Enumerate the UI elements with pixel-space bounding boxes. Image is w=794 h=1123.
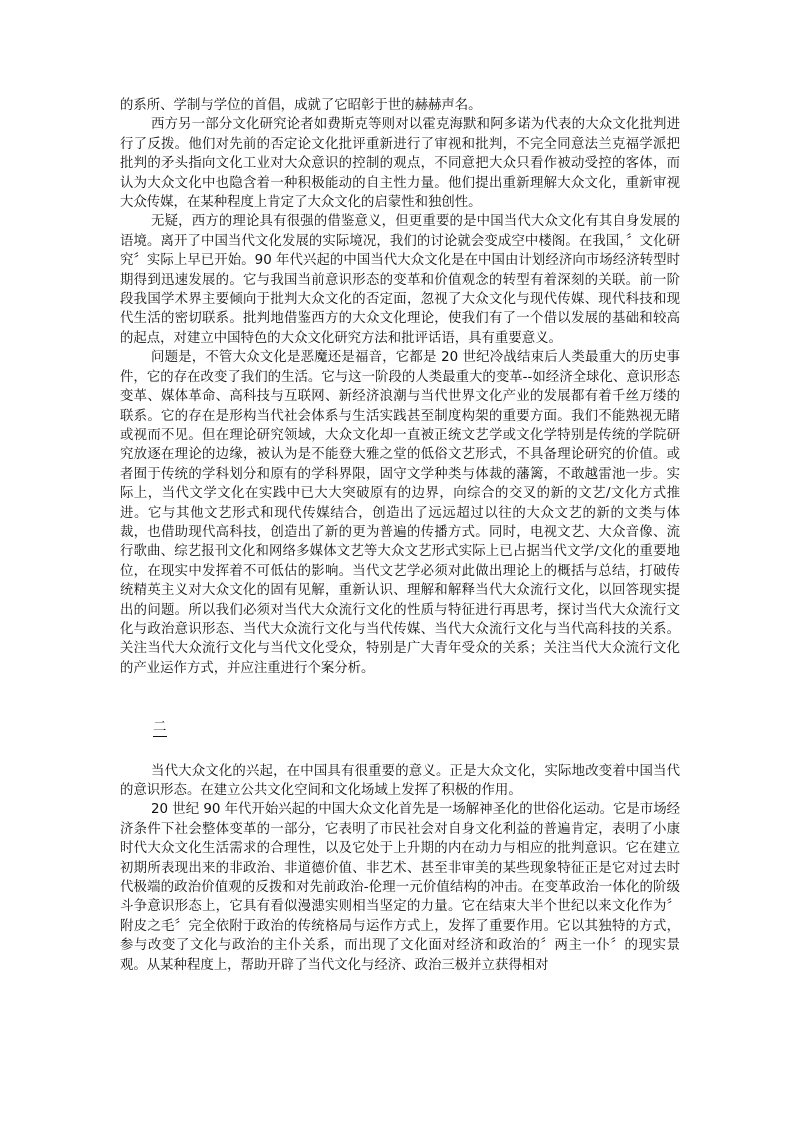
paragraph: 西方另一部分文化研究论者如费斯克等则对以霍克海默和阿多诺为代表的大众文化批判进行了反拨。他们对先前的否定论文化批评重新进行了审视和批判，不完全同意法兰克福学派把批判的矛头指向文化工业对大众意识的控制的观点，不同意把大众只看作被动受控的客体，而认为大众文化中也隐含着一种积极能动的自主性力量。他们提出重新理解大众文化，重新审视大众传媒，在某种程度上肯定了大众文化的启蒙性和独创性。	[120, 117, 680, 211]
document-page	[120, 96, 680, 975]
paragraph: 无疑，西方的理论具有很强的借鉴意义，但更重要的是中国当代大众文化有其自身发展的语境。离开了中国当代文化发展的实际境况，我们的讨论就会变成空中楼阁。在我国，〞文化研究〞实际上早已开始。90 年代兴起的中国当代大众文化是在中国由计划经济向市场经济转型时期得到迅速发展的。它与我国当前意识形态的变革和价值观念的转型有着深刻的关联。前一阶段我国学术界主要倾向于批判大众文化的否定面，忽视了大众文化与现代传媒、现代科技和现代生活的密切联系。批判地借鉴西方的大众文化理论，使我们有了一个借以发展的基础和较高的起点，对建立中国特色的大众文化研究方法和批评话语，具有重要意义。	[120, 214, 680, 346]
section-one-body	[120, 96, 680, 678]
section-spacer	[120, 678, 680, 718]
paragraph: 20 世纪 90 年代开始兴起的中国大众文化首先是一场解神圣化的世俗化运动。它是市场经济条件下社会整体变革的一部分，它表明了市民社会对自身文化利益的普遍肯定，表明了小康时代大众文化生活需求的合理性，以及它处于上升期的内在动力与相应的批判意识。它在建立初期所表现出来的非政治、非道德价值、非艺术、甚至非审美的某些现象特征正是它对过去时代极端的政治价值观的反拨和对先前政治-伦理一元价值结构的冲击。在变革政治一体化的阶级斗争意识形态上，它具有看似漫漶实则相当坚定的力量。它在结束大半个世纪以来文化作为〞附皮之毛〞完全依附于政治的传统格局与运作方式上，发挥了重要作用。它以其独特的方式，参与改变了文化与政治的主仆关系，而出现了文化面对经济和政治的〞两主一仆〞的现实景观。从某种程度上，帮助开辟了当代文化与经济、政治三极并立获得相对	[120, 802, 680, 973]
paragraph: 当代大众文化的兴起，在中国具有很重要的意义。正是大众文化，实际地改变着中国当代的意识形态。在建立公共文化空间和文化场域上发挥了积极的作用。	[120, 763, 680, 798]
section-spacer	[120, 738, 680, 762]
paragraph: 的系所、学制与学位的首倡，成就了它昭彰于世的赫赫声名。	[120, 98, 482, 113]
section-heading	[120, 718, 680, 737]
section-two-body	[120, 762, 680, 975]
paragraph: 问题是，不管大众文化是恶魔还是福音，它都是 20 世纪冷战结束后人类最重大的历史事件，它的存在改变了我们的生活。它与这一阶段的人类最重大的变革--如经济全球化、意识形态变革、媒体革命、高科技与互联网、新经济浪潮与当代世界文化产业的发展都有着千丝万缕的联系。它的存在是形构当代社会体系与生活实践甚至制度构架的重要方面。我们不能熟视无睹或视而不见。但在理论研究领域，大众文化却一直被正统文艺学或文化学特别是传统的学院研究放逐在理论的边缘，被认为是不能登大雅之堂的低俗文艺形式，不具备理论研究的价值。或者囿于传统的学科划分和原有的学科界限，固守文学种类与体裁的藩篱，不敢越雷池一步。实际上，当代文学文化在实践中已大大突破原有的边界，向综合的交叉的新的文艺/文化方式推进。它与其他文艺形式和现代传媒结合，创造出了远远超过以往的大众文艺的新的文类与体裁，也借助现代高科技，创造出了新的更为普遍的传播方式。同时，电视文艺、大众音像、流行歌曲、综艺报刊文化和网络多媒体文艺等大众文艺形式实际上已占据当代文学/文化的重要地位，在现实中发挥着不可低估的影响。当代文艺学必须对此做出理论上的概括与总结，打破传统精英主义对大众文化的固有见解，重新认识、理解和解释当代大众流行文化，以回答现实提出的问题。所以我们必须对当代大众流行文化的性质与特征进行再思考，探讨当代大众流行文化与政治意识形态、当代大众流行文化与当代传媒、当代大众流行文化与当代高科技的关系。关注当代大众流行文化与当代文化受众，特别是广大青年受众的关系；关注当代大众流行文化的产业运作方式，并应注重进行个案分析。	[120, 350, 680, 676]
section-heading-label: 二	[153, 720, 167, 736]
